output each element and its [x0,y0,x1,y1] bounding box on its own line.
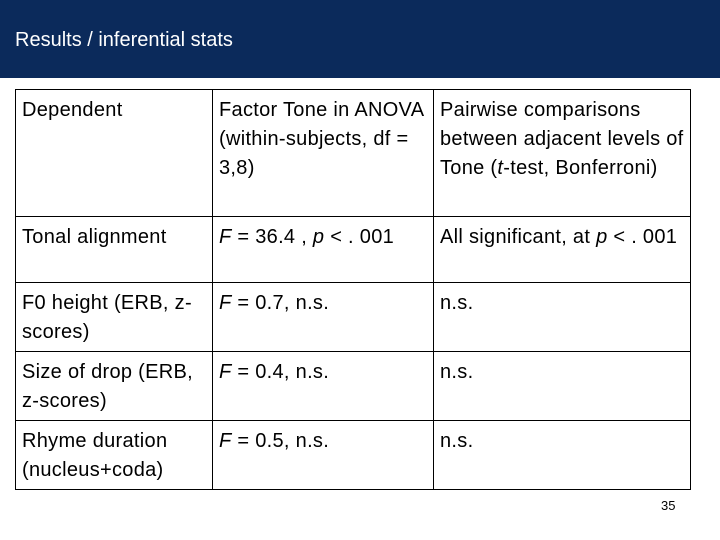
anova-stat: F [219,292,232,314]
anova-value: = 0.7, n.s. [231,292,330,314]
anova-p-value: < . 001 [324,226,395,248]
anova-stat: F [219,430,232,452]
cell-pairwise: n.s. [434,421,691,490]
anova-value: = 0.5, n.s. [231,430,330,452]
pairwise-text: All significant, at [440,226,597,248]
column-header-dependent: Dependent [16,90,213,217]
table-row [16,283,691,352]
cell-dependent: F0 height (ERB, z-scores) [16,283,213,352]
header-pairwise-t: t [497,157,504,179]
cell-dependent: Size of drop (ERB, z-scores) [16,352,213,421]
anova-value: = 36.4 , [231,226,313,248]
cell-pairwise [434,217,691,283]
column-header-pairwise [434,90,691,217]
cell-dependent: Tonal alignment [16,217,213,283]
cell-anova [213,217,434,283]
cell-pairwise: n.s. [434,283,691,352]
results-table [15,89,691,490]
table-row [16,352,691,421]
cell-anova [213,421,434,490]
pairwise-p-value: < . 001 [607,226,678,248]
column-header-anova: Factor Tone in ANOVA (within-subjects, df = 3,8) [213,90,434,217]
header-pairwise-pre: Pairwise comparisons between adjacent levels of Tone ( [440,99,684,179]
page-number: 35 [661,498,676,513]
slide-header [0,0,720,78]
pairwise-p-symbol: p [596,226,608,248]
anova-stat: F [219,226,232,248]
header-pairwise-post: -test, Bonferroni) [503,157,658,179]
slide-title: Results / inferential stats [15,29,233,51]
cell-pairwise: n.s. [434,352,691,421]
table-row [16,217,691,283]
table-row [16,421,691,490]
anova-stat: F [219,361,232,383]
table-header-row [16,90,691,217]
anova-value: = 0.4, n.s. [231,361,330,383]
cell-anova [213,283,434,352]
cell-anova [213,352,434,421]
anova-p-symbol: p [312,226,325,248]
cell-dependent: Rhyme duration (nucleus+coda) [16,421,213,490]
